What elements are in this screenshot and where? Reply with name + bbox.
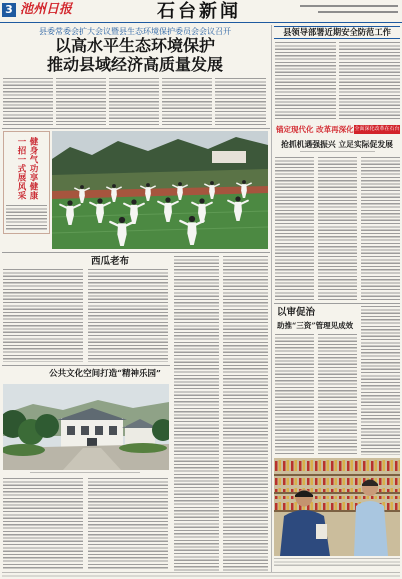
section-rule (2, 128, 270, 129)
safety-headline: 县领导部署近期安全防范工作 (274, 26, 400, 39)
document-in-hand (316, 524, 327, 539)
reform-slogan: 锚定现代化 改革再深化 (276, 125, 354, 134)
section-title: 石台新闻 (157, 1, 241, 22)
feature-title-line2: 一招一式展风采 (16, 137, 26, 200)
lead-kicker: 县委常委会扩大会议暨县生态环境保护委员会会议召开 (39, 27, 231, 36)
feature-vertical-title (15, 137, 39, 203)
newspaper-logo: 池州日报 (20, 2, 73, 17)
interview-body-text (318, 157, 357, 300)
section-rule (2, 252, 270, 253)
shelf-products (274, 460, 400, 474)
page-number-badge: 3 (2, 3, 16, 17)
safety-body-text (275, 42, 336, 120)
lead-headline-line2: 推动县域经济高质量发展 (46, 55, 223, 74)
shelf-products (274, 478, 400, 492)
reform-tag: 全面深化改革在石台 (354, 126, 400, 132)
shelf-board (274, 492, 400, 494)
interview-body-text (275, 157, 314, 300)
lead-body-text (109, 78, 159, 125)
audit-headline-line1: 以审促治 (277, 307, 316, 318)
culture-body-text (88, 478, 168, 570)
lead-body-text (56, 78, 106, 125)
page-footer (2, 572, 400, 577)
audit-body-text (318, 334, 357, 455)
building-window (67, 426, 75, 435)
photo-caption (30, 472, 140, 475)
audit-body-text (361, 306, 400, 455)
brief-body-text (88, 269, 168, 362)
lead-body-text (162, 78, 212, 125)
brief-heading: 西瓜老布 (90, 256, 129, 267)
audit-body-text (275, 334, 314, 455)
lead-body-text (3, 78, 53, 125)
culture-body-text (3, 478, 83, 570)
culture-center-photo (3, 384, 169, 470)
building-window (81, 426, 89, 435)
safety-body-text (339, 42, 400, 120)
interview-body-text (361, 157, 400, 300)
store-inspection-photo (274, 458, 400, 556)
interview-subtitle (300, 151, 375, 154)
column-divider (271, 25, 272, 572)
photo-caption (274, 558, 400, 566)
interview-headline: 抢抓机遇强振兴 立足实际促发展 (281, 140, 393, 149)
lead-headline-line1: 以高水平生态环境保护 (54, 36, 215, 55)
building-window (109, 426, 117, 435)
masthead-date-line (300, 5, 398, 7)
culture-headline: 公共文化空间打造“精神乐园” (49, 369, 161, 379)
photo-building (212, 151, 246, 163)
masthead-rule (0, 22, 402, 23)
photo-tree (35, 414, 59, 438)
masthead-editor-line (318, 11, 398, 13)
middle-column-text (174, 256, 219, 572)
photo-field (52, 193, 268, 249)
reform-banner (274, 123, 400, 136)
qigong-photo (52, 131, 268, 249)
photo-bushes (119, 443, 167, 453)
section-rule (2, 365, 170, 366)
audit-headline-line2: 助推“三资”管理见成效 (277, 321, 354, 330)
building-window (95, 426, 103, 435)
brief-body-text (3, 269, 83, 362)
section-rule (274, 303, 400, 304)
feature-body-text (6, 205, 47, 231)
shelf-board (274, 474, 400, 476)
clerk-shirt (354, 501, 388, 556)
feature-title-line1: 健身气功享健康 (28, 137, 38, 200)
lead-body-text (215, 78, 266, 125)
photo-bushes (3, 444, 45, 456)
middle-column-text (223, 256, 268, 572)
